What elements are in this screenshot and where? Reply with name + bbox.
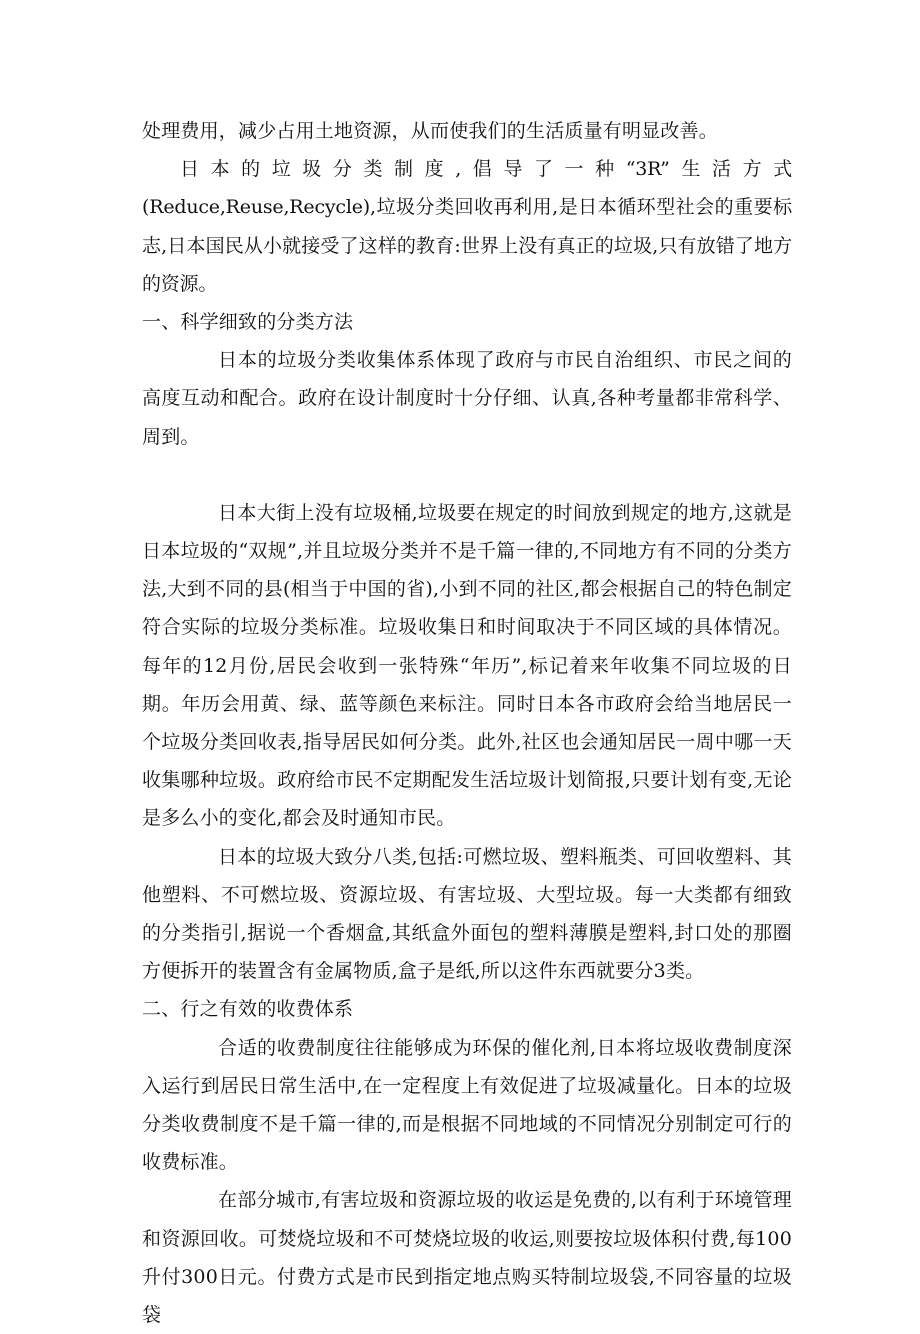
paragraph-no-trash-bins: 日本大街上没有垃圾桶,垃圾要在规定的时间放到规定的地方,这就是日本垃圾的“双规”,并且垃圾分类并不是千篇一律的,不同地方有不同的分类方法,大到不同的县(相当于中国的省),小到不同的社区,都会根据自己的特色制定符合实际的垃圾分类标准。垃圾收集日和时间取决于不同区域的具体情况。每年的12月份,居民会收到一张特殊“年历”,标记着来年收集不同垃圾的日期。年历会用黄、绿、蓝等颜色来标注。同时日本各市政府会给当地居民一个垃圾分类回收表,指导居民如何分类。此外,社区也会通知居民一周中哪一天收集哪种垃圾。政府给市民不定期配发生活垃圾计划简报,只要计划有变,无论是多么小的变化,都会及时通知市民。 bbox=[142, 501, 792, 830]
paragraph-continuation: 处理费用，减少占用土地资源，从而使我们的生活质量有明显改善。 bbox=[142, 120, 719, 142]
paragraph-collection-system: 日本的垃圾分类收集体系体现了政府与市民自治组织、市民之间的高度互动和配合。政府在设计制度时十分仔细、认真,各种考量都非常科学、周到。 bbox=[142, 349, 792, 448]
paragraph-3r-lifestyle: 日本的垃圾分类制度,倡导了一种“3R”生活方式(Reduce,Reuse,Recycle),垃圾分类回收再利用,是日本循环型社会的重要标志,日本国民从小就接受了这样的教育:世界上没有真正的垃圾,只有放错了地方的资源。 bbox=[142, 158, 792, 295]
paragraph-city-fees: 在部分城市,有害垃圾和资源垃圾的收运是免费的,以有利于环境管理和资源回收。可焚烧垃圾和不可焚烧垃圾的收运,则要按垃圾体积付费,每100升付300日元。付费方式是市民到指定地点购买特制垃圾袋,不同容量的垃圾袋 bbox=[142, 1189, 792, 1327]
document-body bbox=[142, 112, 792, 1334]
paragraph-gap bbox=[142, 456, 792, 494]
section-heading-classification: 一、科学细致的分类方法 bbox=[142, 311, 354, 334]
paragraph-fee-catalyst: 合适的收费制度往往能够成为环保的催化剂,日本将垃圾收费制度深入运行到居民日常生活中,在一定程度上有效促进了垃圾减量化。日本的垃圾分类收费制度不是千篇一律的,而是根据不同地域的不同情况分别制定可行的收费标准。 bbox=[142, 1036, 792, 1174]
paragraph-eight-categories: 日本的垃圾大致分八类,包括:可燃垃圾、塑料瓶类、可回收塑料、其他塑料、不可燃垃圾、资源垃圾、有害垃圾、大型垃圾。每一大类都有细致的分类指引,据说一个香烟盒,其纸盒外面包的塑料薄膜是塑料,封口处的那圈方便拆开的装置含有金属物质,盒子是纸,所以这件东西就要分3类。 bbox=[142, 845, 792, 983]
section-heading-fee-system: 二、行之有效的收费体系 bbox=[142, 998, 354, 1021]
